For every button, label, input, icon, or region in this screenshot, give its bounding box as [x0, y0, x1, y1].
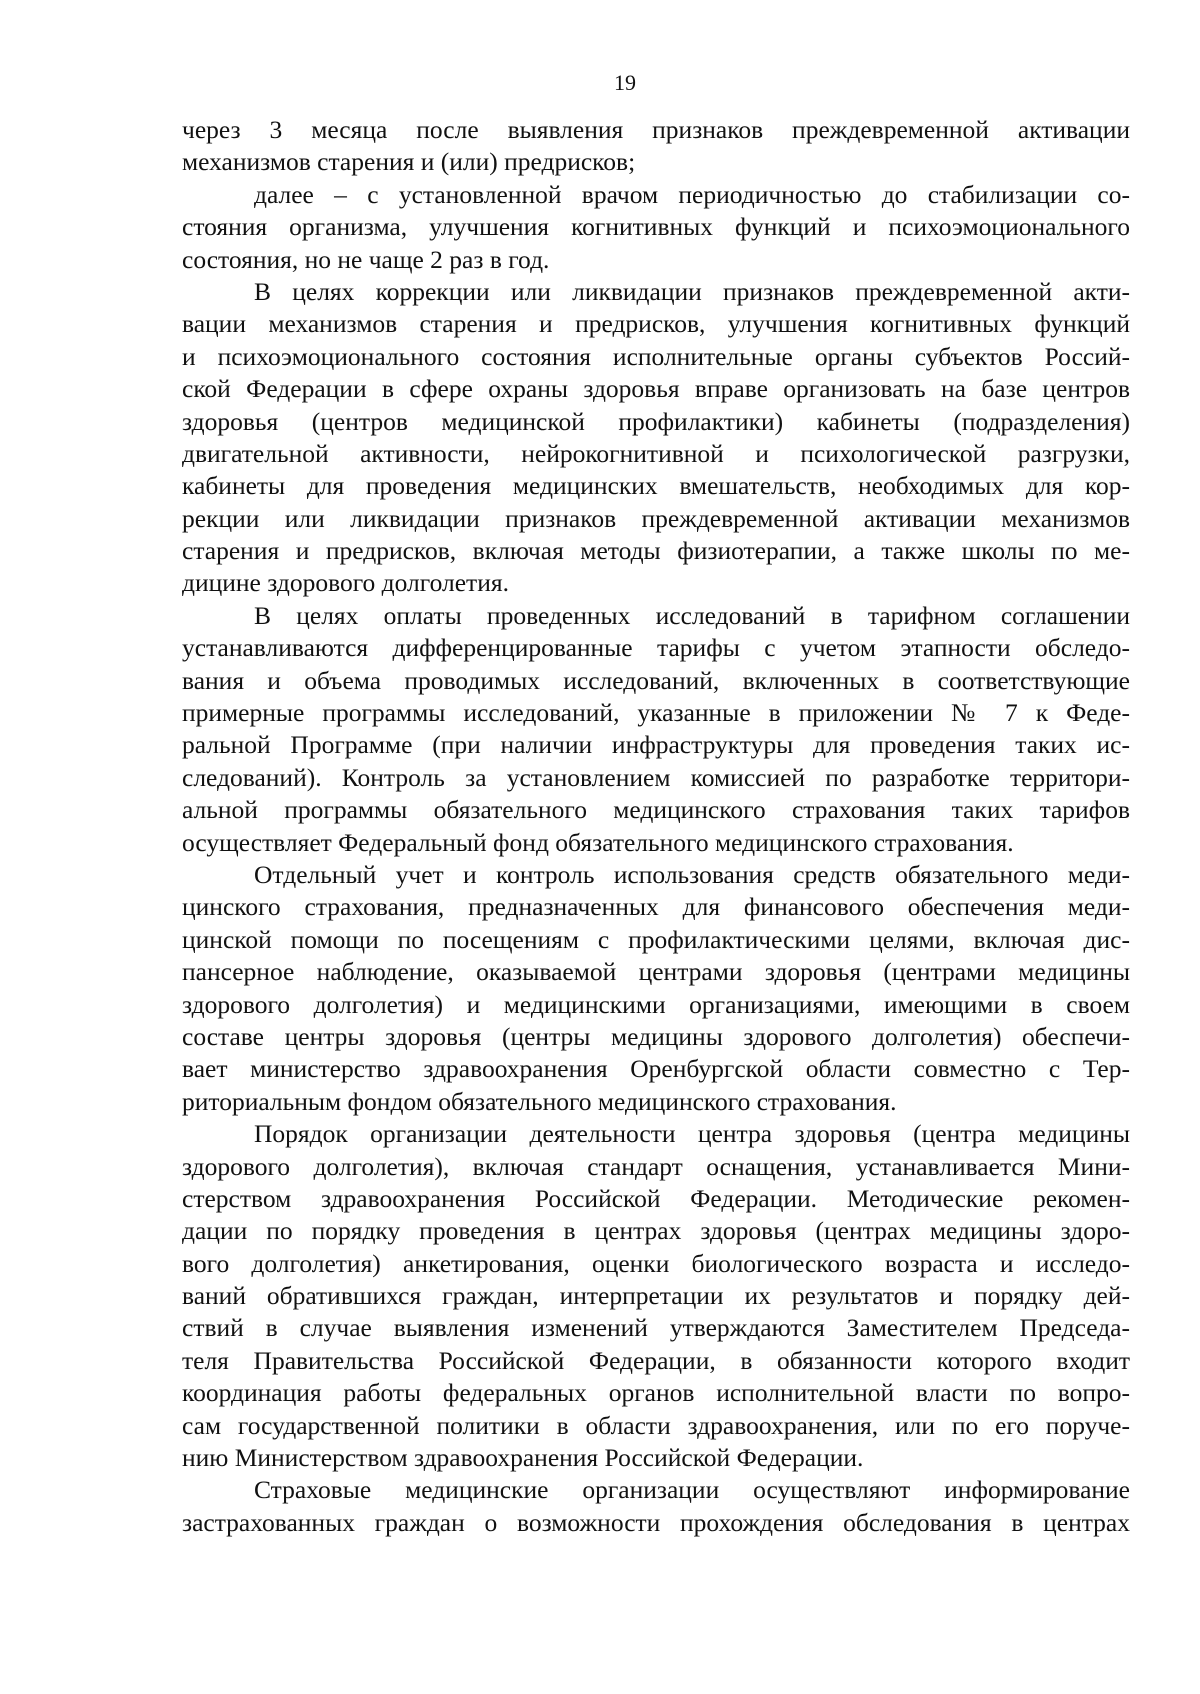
page-number: 19: [614, 70, 636, 95]
text-line: пансерное наблюдение, оказываемой центрами здоровья (центрами медицины: [182, 957, 1130, 987]
text-line: дицине здорового долголетия.: [182, 568, 509, 598]
text-line: альной программы обязательного медицинского страхования таких тарифов: [182, 795, 1130, 825]
text-line: вации механизмов старения и предрисков, улучшения когнитивных функций: [182, 309, 1130, 339]
text-line: примерные программы исследований, указанные в приложении № 7 к Феде-: [182, 698, 1130, 728]
text-line: сам государственной политики в области здравоохранения, или по его поруче-: [182, 1410, 1130, 1440]
paragraph: [182, 1118, 1130, 1474]
text-line: состояния, но не чаще 2 раз в год.: [182, 244, 550, 274]
text-line: далее – с установленной врачом периодичностью до стабилизации со-: [254, 179, 1130, 209]
paragraph: [182, 600, 1130, 859]
paragraph: [182, 276, 1130, 600]
text-line: ваний обратившихся граждан, интерпретации их результатов и порядку дей-: [182, 1281, 1130, 1311]
text-line: следований). Контроль за установлением комиссией по разработке территори-: [182, 762, 1130, 792]
text-line: дации по порядку проведения в центрах здоровья (центрах медицины здоро-: [182, 1216, 1130, 1246]
text-line: здорового долголетия), включая стандарт оснащения, устанавливается Мини-: [182, 1151, 1130, 1181]
text-line: стерством здравоохранения Российской Федерации. Методические рекомен-: [182, 1183, 1130, 1213]
paragraph: [182, 179, 1130, 276]
text-line: и психоэмоционального состояния исполнительные органы субъектов Россий-: [182, 341, 1130, 371]
text-line: цинского страхования, предназначенных для финансового обеспечения меди-: [182, 892, 1130, 922]
text-line: цинской помощи по посещениям с профилактическими целями, включая дис-: [182, 924, 1130, 954]
text-line: Отдельный учет и контроль использования средств обязательного меди-: [254, 859, 1130, 889]
text-line: Страховые медицинские организации осуществляют информирование: [254, 1475, 1130, 1505]
text-line: В целях коррекции или ликвидации признаков преждевременной акти-: [254, 276, 1130, 306]
text-line: ской Федерации в сфере охраны здоровья вправе организовать на базе центров: [182, 374, 1130, 404]
text-line: двигательной активности, нейрокогнитивной и психологической разгрузки,: [182, 438, 1130, 468]
text-line: старения и предрисков, включая методы физиотерапии, а также школы по ме-: [182, 536, 1130, 566]
text-line: вает министерство здравоохранения Оренбургской области совместно с Тер-: [182, 1054, 1130, 1084]
document-body: [182, 114, 1130, 1539]
text-line: Порядок организации деятельности центра здоровья (центра медицины: [254, 1119, 1130, 1149]
text-line: здоровья (центров медицинской профилактики) кабинеты (подразделения): [182, 406, 1130, 436]
text-line: застрахованных граждан о возможности прохождения обследования в центрах: [182, 1507, 1130, 1537]
text-line: кабинеты для проведения медицинских вмешательств, необходимых для кор-: [182, 471, 1130, 501]
text-line: риториальным фондом обязательного медицинского страхования.: [182, 1086, 897, 1116]
text-line: рекции или ликвидации признаков преждевременной активации механизмов: [182, 503, 1130, 533]
text-line: устанавливаются дифференцированные тарифы с учетом этапности обследо-: [182, 633, 1130, 663]
text-line: вого долголетия) анкетирования, оценки биологического возраста и исследо-: [182, 1248, 1130, 1278]
text-line: В целях оплаты проведенных исследований в тарифном соглашении: [254, 600, 1130, 630]
text-line: через 3 месяца после выявления признаков преждевременной активации: [182, 115, 1130, 144]
text-line: механизмов старения и (или) предрисков;: [182, 147, 636, 177]
text-line: нию Министерством здравоохранения Российской Федерации.: [182, 1443, 864, 1473]
text-line: ствий в случае выявления изменений утверждаются Заместителем Председа-: [182, 1313, 1130, 1343]
paragraph: [182, 114, 1130, 179]
text-line: стояния организма, улучшения когнитивных функций и психоэмоционального: [182, 212, 1130, 242]
paragraph: [182, 1474, 1130, 1539]
text-line: осуществляет Федеральный фонд обязательного медицинского страхования.: [182, 827, 1014, 857]
text-line: составе центры здоровья (центры медицины здорового долголетия) обеспечи-: [182, 1021, 1130, 1051]
text-line: вания и объема проводимых исследований, включенных в соответствующие: [182, 665, 1130, 695]
text-line: здорового долголетия) и медицинскими организациями, имеющими в своем: [182, 989, 1130, 1019]
text-line: теля Правительства Российской Федерации, в обязанности которого входит: [182, 1345, 1130, 1375]
text-line: координация работы федеральных органов исполнительной власти по вопро-: [182, 1378, 1130, 1408]
paragraph: [182, 859, 1130, 1118]
text-line: ральной Программе (при наличии инфраструктуры для проведения таких ис-: [182, 730, 1130, 760]
